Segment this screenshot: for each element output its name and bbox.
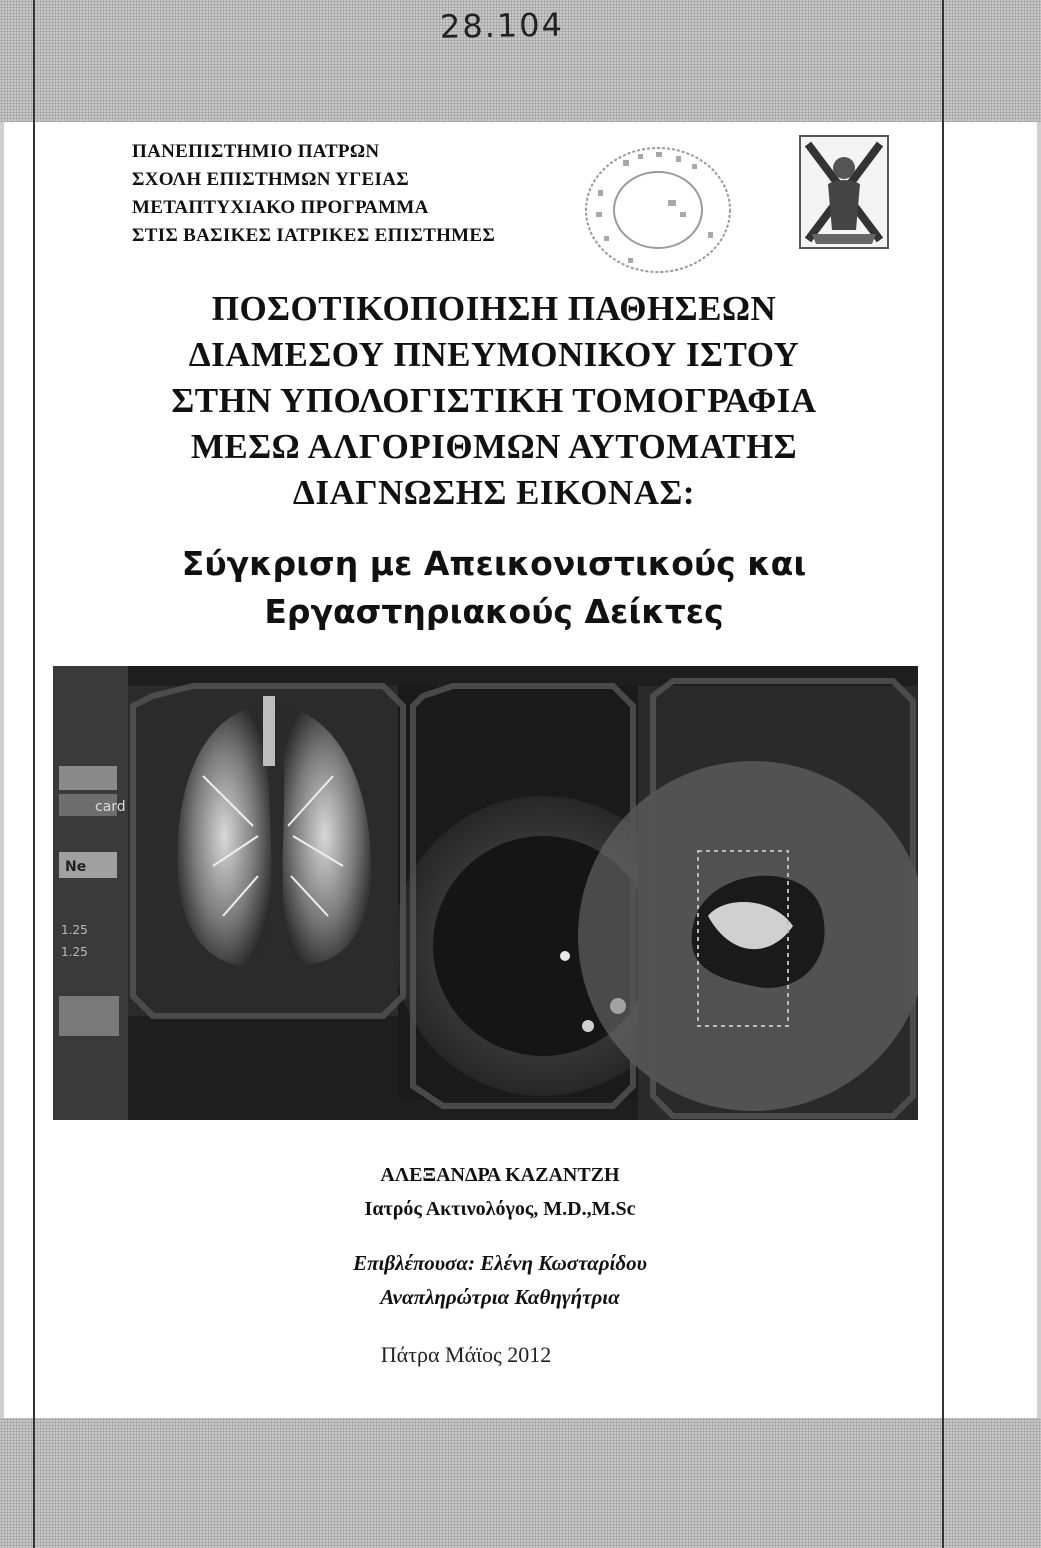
page-edge-left: [0, 0, 4, 1548]
institution-block: [132, 138, 572, 250]
university-seal-icon: [798, 134, 890, 250]
ui-label-ne: Ne: [65, 859, 87, 875]
institution-line: ΠΑΝΕΠΙΣΤΗΜΙΟ ΠΑΤΡΩΝ: [132, 141, 380, 162]
author-block: [200, 1158, 800, 1226]
subtitle-line: Σύγκριση με Απεικονιστικούς και: [181, 544, 807, 583]
ui-measure-1: 1.25: [61, 923, 88, 937]
subtitle-line: Εργαστηριακούς Δείκτες: [264, 592, 724, 631]
title-line: ΣΤΗΝ ΥΠΟΛΟΓΙΣΤΙΚΗ ΤΟΜΟΓΡΑΦΙΑ: [171, 381, 817, 420]
institution-line: ΜΕΤΑΠΤΥΧΙΑΚΟ ΠΡΟΓΡΑΜΜΑ: [132, 197, 429, 218]
ui-label-card: card: [95, 799, 126, 815]
author-credentials: Ιατρός Ακτινολόγος, M.D.,M.Sc: [364, 1198, 636, 1220]
institution-line: ΣΧΟΛΗ ΕΠΙΣΤΗΜΩΝ ΥΓΕΙΑΣ: [132, 169, 409, 190]
title-line: ΠΟΣΟΤΙΚΟΠΟΙΗΣΗ ΠΑΘΗΣΕΩΝ: [211, 289, 777, 328]
title-line: ΜΕΣΩ ΑΛΓΟΡΙΘΜΩΝ ΑΥΤΟΜΑΤΗΣ: [190, 427, 798, 466]
title-line: ΔΙΑΓΝΩΣΗΣ ΕΙΚΟΝΑΣ:: [292, 473, 696, 512]
page-edge-right: [1037, 0, 1041, 1548]
institution-line: ΣΤΙΣ ΒΑΣΙΚΕΣ ΙΑΤΡΙΚΕΣ ΕΠΙΣΤΗΜΕΣ: [132, 225, 496, 246]
supervisor-block: [200, 1246, 800, 1314]
ui-measure-2: 1.25: [61, 945, 88, 959]
author-name: ΑΛΕΞΑΝΔΡΑ ΚΑΖΑΝΤΖΗ: [380, 1164, 620, 1186]
thesis-title: [60, 286, 928, 516]
supervisor-name: Επιβλέπουσα: Ελένη Κωσταρίδου: [353, 1251, 647, 1275]
accession-number: 28.104: [439, 5, 565, 46]
place-date: Πάτρα Μάϊος 2012: [380, 1342, 552, 1367]
title-line: ΔΙΑΜΕΣΟΥ ΠΝΕΥΜΟΝΙΚΟΥ ΙΣΤΟΥ: [188, 335, 800, 374]
supervisor-role: Αναπληρώτρια Καθηγήτρια: [380, 1285, 620, 1309]
thesis-subtitle: [60, 540, 928, 636]
left-margin-rule: [33, 0, 35, 1548]
right-margin-rule: [942, 0, 944, 1548]
ct-collage-image: [53, 666, 918, 1120]
library-stamp: [568, 140, 738, 290]
scan-band-bottom: [0, 1418, 1041, 1548]
